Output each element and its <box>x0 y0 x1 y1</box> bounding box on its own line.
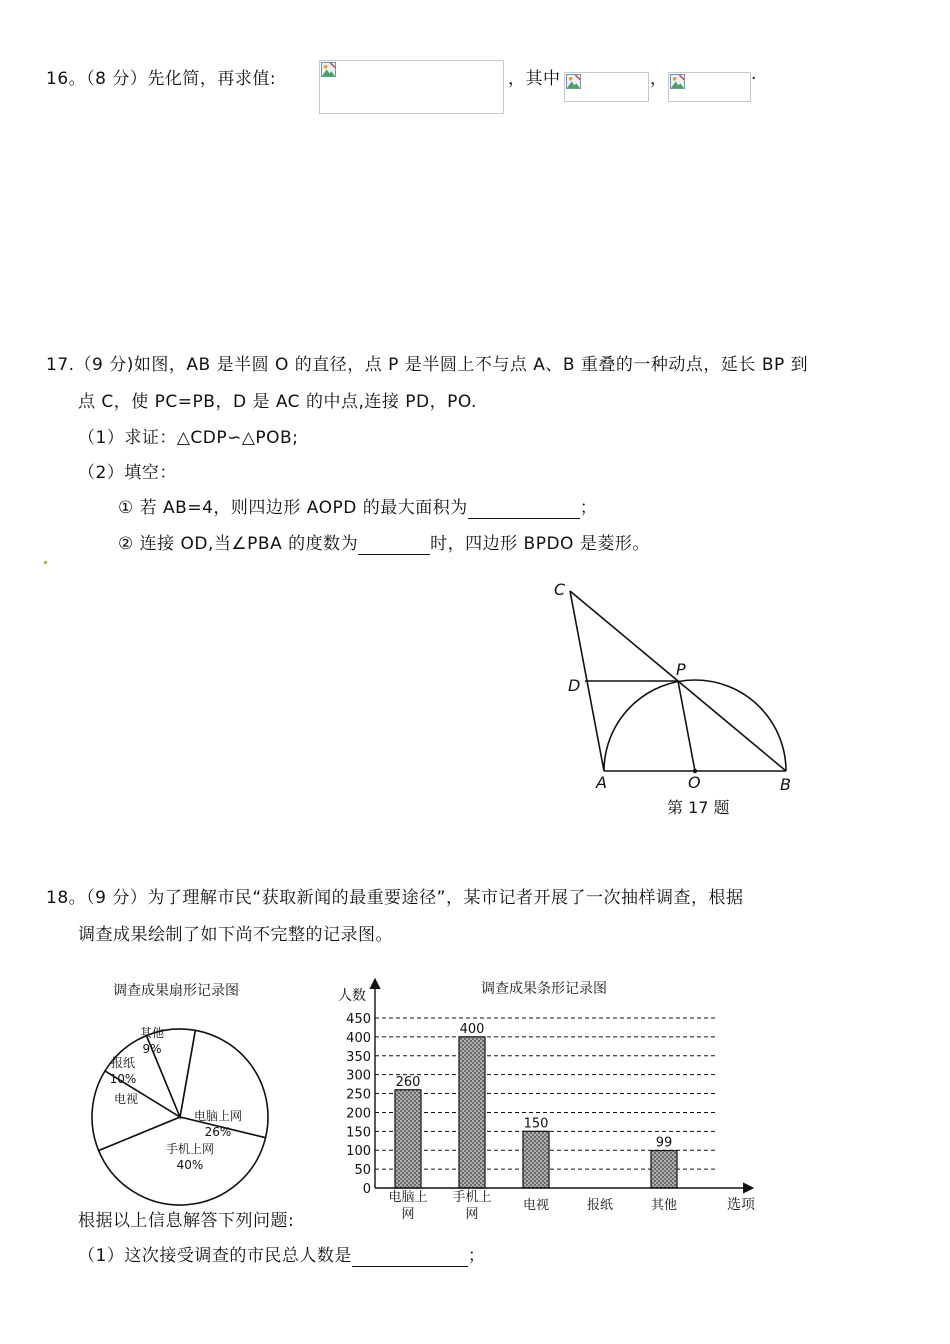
x-tick-label: 网 <box>465 1207 479 1222</box>
label-a: A <box>596 773 607 792</box>
q17-part2: （2）填空： <box>78 463 177 483</box>
pie-slice-label: 报纸 <box>110 1056 136 1070</box>
q16-value-image-2 <box>668 72 751 102</box>
q17-sub2-end: 时，四边形 BPDO 是菱形。 <box>430 534 650 554</box>
q18-line1: 18。（9 分）为了理解市民“获取新闻的最重要途径”，某市记者开展了一次抽样调查，根据 <box>46 888 744 908</box>
x-tick-label: 其他 <box>650 1198 678 1213</box>
broken-image-icon <box>321 62 336 77</box>
y-tick-label: 250 <box>346 1087 371 1103</box>
q16-middle-text <box>508 64 561 89</box>
q16-prefix: 16。（8 分）先化简，再求值: <box>46 69 277 89</box>
bar-4 <box>651 1151 677 1188</box>
pie-slice-label: 其他 <box>139 1026 165 1040</box>
x-tick-label: 电视 <box>522 1198 550 1213</box>
q17-sub1 <box>118 493 597 519</box>
y-tick-label: 100 <box>346 1144 371 1160</box>
q16-middle: ，其中 <box>508 69 561 89</box>
label-c: C <box>554 580 566 599</box>
broken-image-icon <box>670 74 685 89</box>
q16-period: . <box>751 64 757 84</box>
q17-line1: 17.（9 分)如图，AB 是半圆 O 的直径，点 P 是半圆上不与点 A、B 重叠的一种动点，延长 BP 到 <box>46 355 809 375</box>
q16-text <box>46 64 276 89</box>
q17-sub2 <box>118 529 650 555</box>
label-d: D <box>568 676 581 695</box>
x-tick-label: 报纸 <box>586 1198 614 1213</box>
segment-po <box>678 681 695 771</box>
bar-chart <box>330 972 770 1232</box>
stray-dot <box>44 561 47 564</box>
label-b: B <box>780 775 791 794</box>
q16-comma: ， <box>650 69 668 89</box>
y-tick-label: 350 <box>346 1049 371 1065</box>
y-tick-label: 300 <box>346 1068 371 1084</box>
q17-sub2-text: ② 连接 OD,当∠PBA 的度数为 <box>118 534 359 554</box>
q17-sub1-text: ① 若 AB=4，则四边形 AOPD 的最大面积为 <box>118 498 468 518</box>
pie-slice-percent: 40% <box>176 1158 204 1172</box>
q18-line2: 调查成果绘制了如下尚不完整的记录图。 <box>78 925 393 945</box>
y-tick-label: 0 <box>362 1182 371 1197</box>
q16-period-text <box>751 64 757 84</box>
pie-slice-label: 手机上网 <box>165 1142 215 1156</box>
bar-1 <box>459 1037 485 1188</box>
q18-part1-text: （1）这次接受调查的市民总人数是 <box>78 1246 352 1266</box>
x-axis-label: 选项 <box>727 1197 755 1213</box>
answer-blank[interactable] <box>352 1246 468 1267</box>
bar-value-label: 99 <box>655 1135 673 1151</box>
bar-value-label: 400 <box>459 1021 485 1037</box>
figure-caption: 第 17 题 <box>667 798 730 817</box>
pie-slice-label: 电视 <box>113 1092 139 1106</box>
bar-value-label: 150 <box>523 1116 549 1132</box>
answer-blank[interactable] <box>468 498 580 519</box>
x-tick-label: 手机上 <box>452 1190 492 1205</box>
bar-0 <box>395 1090 421 1188</box>
pie-slice-percent: 26% <box>204 1125 232 1139</box>
q17-figure <box>540 575 810 825</box>
pie-slice-label: 电脑上网 <box>193 1109 243 1123</box>
q16-value-image-1 <box>564 72 649 102</box>
answer-blank[interactable] <box>358 534 430 555</box>
q17-line2: 点 C，使 PC=PB，D 是 AC 的中点,连接 PD，PO. <box>78 392 477 412</box>
pie-chart-title: 调查成果扇形记录图 <box>113 983 239 999</box>
q16-comma-text <box>650 64 668 89</box>
label-o: O <box>688 773 701 792</box>
bar-2 <box>523 1131 549 1188</box>
y-tick-label: 400 <box>346 1030 371 1046</box>
label-p: P <box>676 660 686 679</box>
x-tick-label: 电脑上 <box>388 1190 428 1205</box>
y-tick-label: 200 <box>346 1106 371 1122</box>
bar-value-label: 260 <box>395 1074 421 1090</box>
semicircle <box>604 680 786 771</box>
bar-chart-title: 调查成果条形记录图 <box>481 981 607 997</box>
q17-part1: （1）求证：△CDP∽△POB; <box>78 428 299 448</box>
y-tick-label: 50 <box>354 1163 371 1179</box>
pie-chart <box>80 975 290 1215</box>
y-tick-label: 450 <box>346 1012 371 1027</box>
q17-sub1-end: ； <box>579 498 598 518</box>
pie-slice-percent: 9% <box>142 1042 162 1056</box>
pie-slice-percent: 10% <box>109 1072 137 1086</box>
y-tick-label: 150 <box>346 1125 371 1141</box>
y-axis-label: 人数 <box>338 988 366 1004</box>
broken-image-icon <box>566 74 581 89</box>
q16-expression-image <box>319 60 504 114</box>
q18-part1 <box>78 1241 485 1267</box>
q18-part1-end: ； <box>467 1246 486 1266</box>
q18-after-text: 根据以上信息解答下列问题: <box>78 1211 295 1231</box>
x-tick-label: 网 <box>401 1207 415 1222</box>
